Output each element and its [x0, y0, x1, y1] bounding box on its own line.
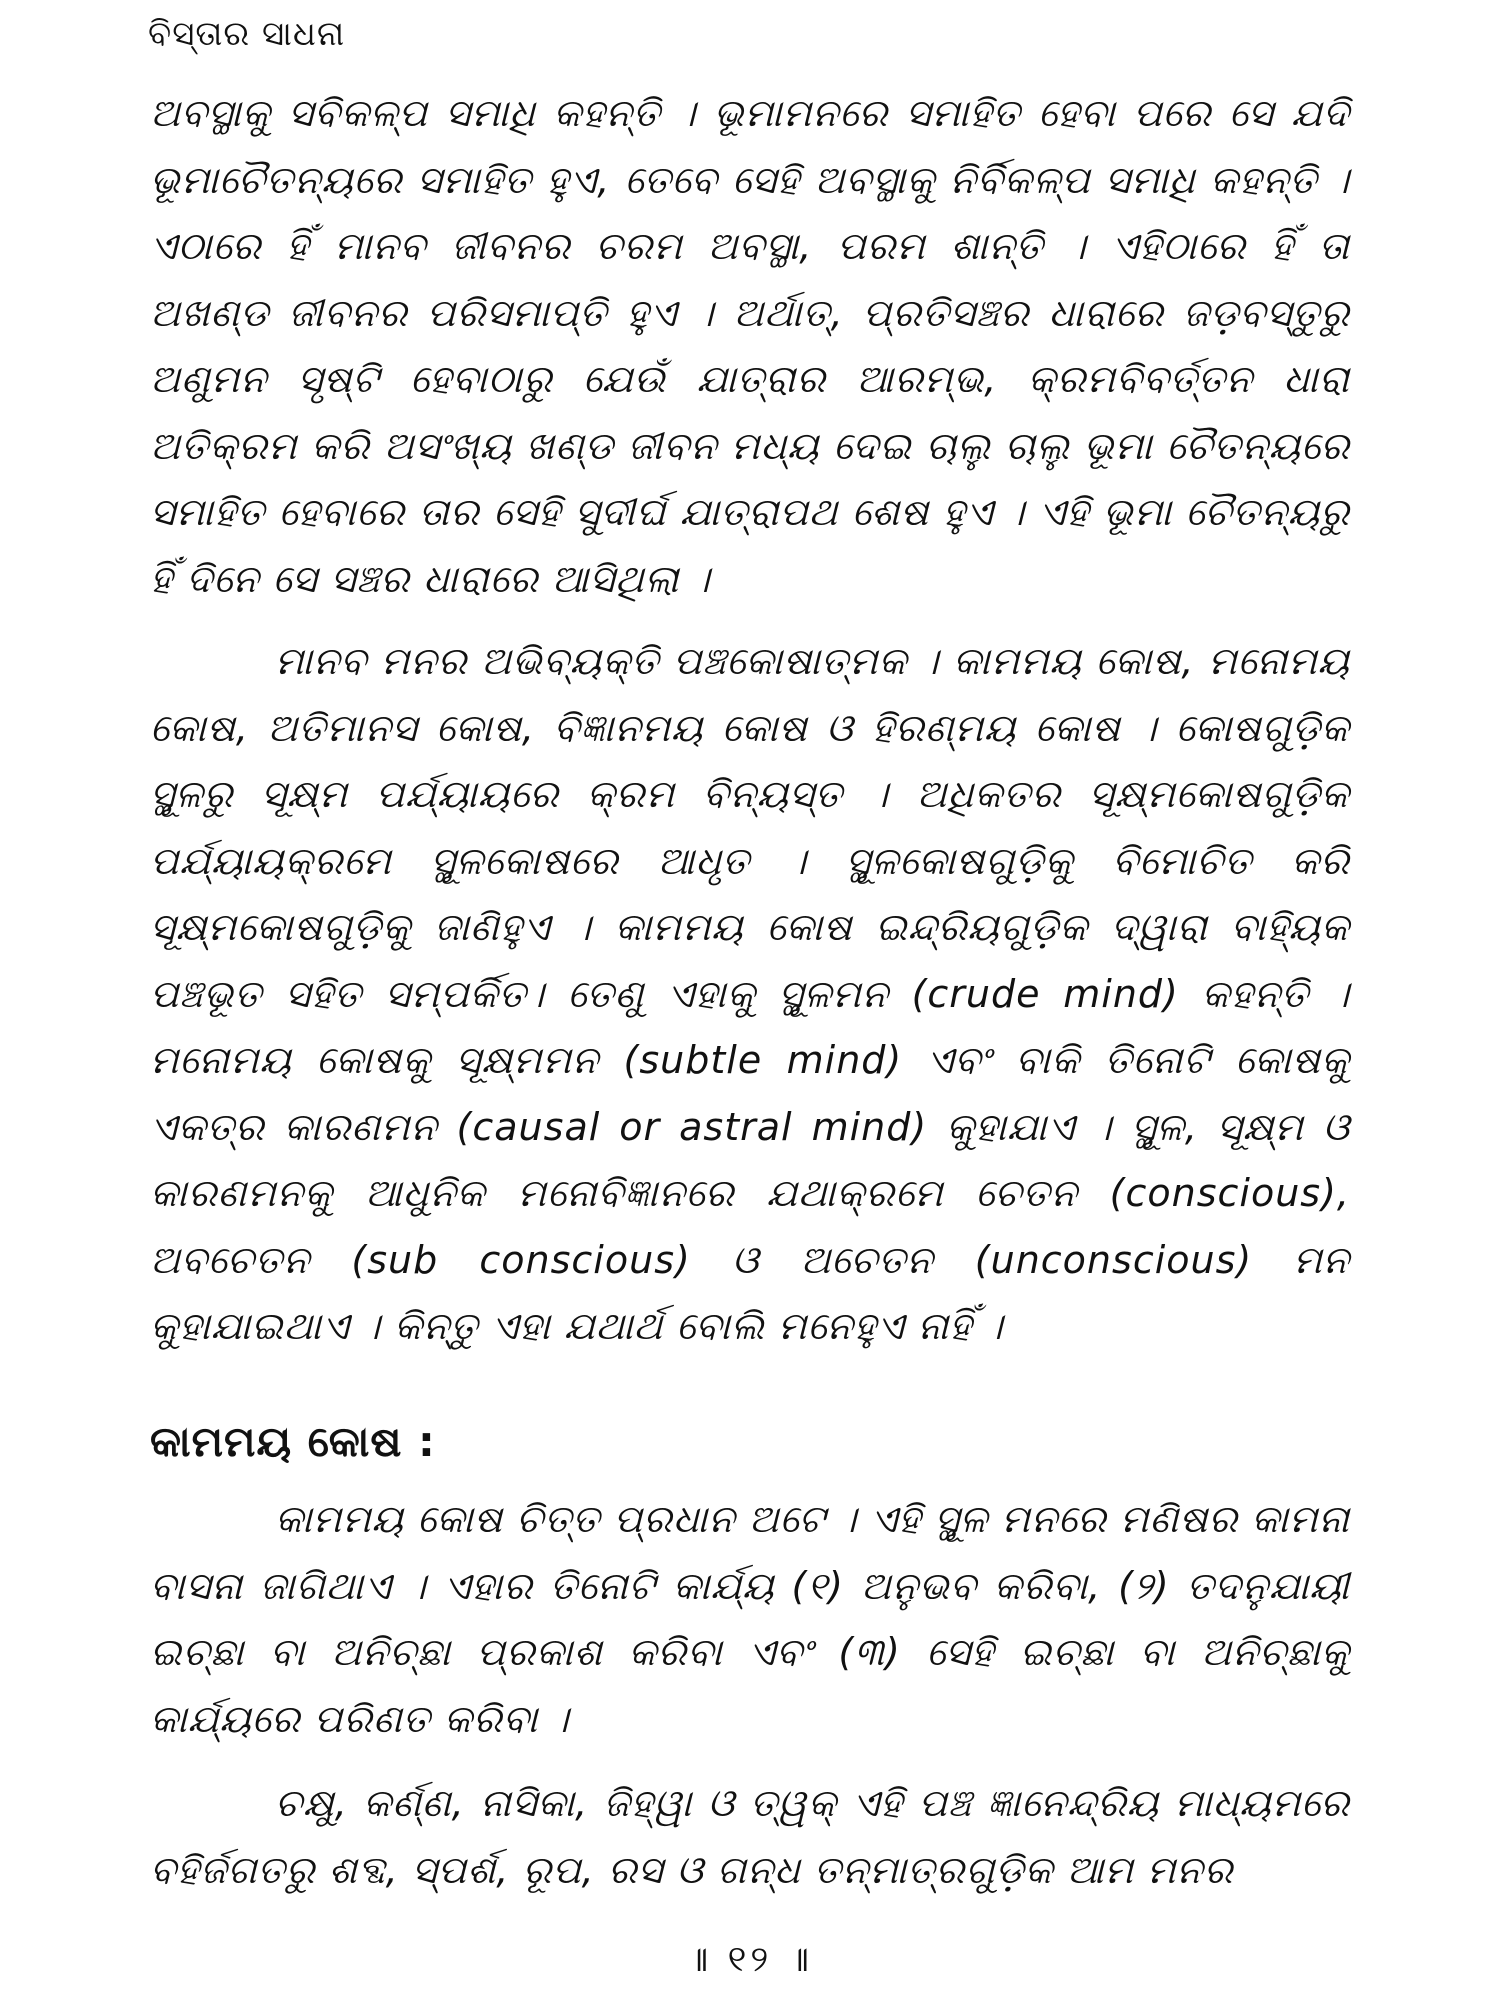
page-number: ॥ ୧୨ ॥: [686, 1939, 814, 1980]
section-heading-kamamaya-kosha: କାମମୟ କୋଷ :: [150, 1417, 436, 1466]
paragraph-pancha-kosha: ମାନବ ମନର ଅଭିବ୍ୟକ୍ତି ପଞ୍ଚକୋଷାତ୍ମକ । କାମମୟ କୋଷ, ମନୋମୟ କୋଷ, ଅତିମାନସ କୋଷ, ବିଜ୍ଞାନମୟ କୋଷ ଓ ହିରଣ୍ମୟ କୋଷ । କୋଷଗୁଡ଼ିକ ସ୍ଥୂଳରୁ ସୂକ୍ଷ୍ମ ପର୍ଯ୍ୟାୟରେ କ୍ରମ ବିନ୍ୟସ୍ତ । ଅଧିକତର ସୂକ୍ଷ୍ମକୋଷଗୁଡ଼ିକ ପର୍ଯ୍ୟାୟକ୍ରମେ ସ୍ଥୂଳକୋଷରେ ଆଧୃତ । ସ୍ଥୂଳକୋଷଗୁଡ଼ିକୁ ବିମୋଚିତ କରି ସୂକ୍ଷ୍ମକୋଷଗୁଡ଼ିକୁ ଜାଣିହୁଏ । କାମମୟ କୋଷ ଇନ୍ଦ୍ରିୟଗୁଡ଼ିକ ଦ୍ୱାରା ବାହ୍ୟିକ ପଞ୍ଚଭୂତ ସହିତ ସମ୍ପର୍କିତ। ତେଣୁ ଏହାକୁ ସ୍ଥୂଳମନ (crude mind) କହନ୍ତି । ମନୋମୟ କୋଷକୁ ସୂକ୍ଷ୍ମମନ (subtle mind) ଏବଂ ବାକି ତିନୋଟି କୋଷକୁ ଏକତ୍ର କାରଣମନ (causal or astral mind) କୁହାଯାଏ । ସ୍ଥୂଳ, ସୂକ୍ଷ୍ମ ଓ କାରଣମନକୁ ଆଧୁନିକ ମନୋବିଜ୍ଞାନରେ ଯଥାକ୍ରମେ ଚେତନ (conscious), ଅବଚେତନ (sub conscious) ଓ ଅଚେତନ (unconscious) ମନ କୁହାଯାଇଥାଏ । କିନ୍ତୁ ଏହା ଯଥାର୍ଥ ବୋଲି ମନେହୁଏ ନାହିଁ ।: [150, 639, 1350, 1348]
paragraph-kamamaya-kosha: କାମମୟ କୋଷ ଚିତ୍ତ ପ୍ରଧାନ ଅଟେ । ଏହି ସ୍ଥୂଳ ମନରେ ମଣିଷର କାମନା ବାସନା ଜାଗିଥାଏ । ଏହାର ତିନୋଟି କାର୍ଯ୍ୟ (୧) ଅନୁଭବ କରିବା, (୨) ତଦନୁଯାୟୀ ଇଚ୍ଛା ବା ଅନିଚ୍ଛା ପ୍ରକାଶ କରିବା ଏବଂ (୩) ସେହି ଇଚ୍ଛା ବା ଅନିଚ୍ଛାକୁ କାର୍ଯ୍ୟରେ ପରିଣତ କରିବା ।: [150, 1497, 1350, 1741]
paragraph-samadhi: ଅବସ୍ଥାକୁ ସବିକଳ୍ପ ସମାଧି କହନ୍ତି । ଭୂମାମନରେ ସମାହିତ ହେବା ପରେ ସେ ଯଦି ଭୂମାଚୈତନ୍ୟରେ ସମାହିତ ହୁଏ, ତେବେ ସେହି ଅବସ୍ଥାକୁ ନିର୍ବିକଳ୍ପ ସମାଧି କହନ୍ତି । ଏଠାରେ ହିଁ ମାନବ ଜୀବନର ଚରମ ଅବସ୍ଥା, ପରମ ଶାନ୍ତି । ଏହିଠାରେ ହିଁ ତା ଅଖଣ୍ଡ ଜୀବନର ପରିସମାପ୍ତି ହୁଏ । ଅର୍ଥାତ୍, ପ୍ରତିସଞ୍ଚର ଧାରାରେ ଜଡ଼ବସ୍ତୁରୁ ଅଣୁମନ ସୃଷ୍ଟି ହେବାଠାରୁ ଯେଉଁ ଯାତ୍ରାର ଆରମ୍ଭ, କ୍ରମବିବର୍ତ୍ତନ ଧାରା ଅତିକ୍ରମ କରି ଅସଂଖ୍ୟ ଖଣ୍ଡ ଜୀବନ ମଧ୍ୟ ଦେଇ ଚାଲୁ ଚାଲୁ ଭୂମା ଚୈତନ୍ୟରେ ସମାହିତ ହେବାରେ ତାର ସେହି ସୁଦୀର୍ଘ ଯାତ୍ରାପଥ ଶେଷ ହୁଏ । ଏହି ଭୂମା ଚୈତନ୍ୟରୁ ହିଁ ଦିନେ ସେ ସଞ୍ଚର ଧାରାରେ ଆସିଥିଲା ।: [150, 91, 1350, 601]
running-header-title: ବିସ୍ତାର ସାଧନା: [148, 14, 346, 54]
paragraph-jnanendriya: ଚକ୍ଷୁ, କର୍ଣ୍ଣ, ନାସିକା, ଜିହ୍ୱା ଓ ତ୍ୱକ୍ ଏହି ପଞ୍ଚ ଜ୍ଞାନେନ୍ଦ୍ରିୟ ମାଧ୍ୟମରେ ବହିର୍ଜଗତରୁ ଶବ୍ଦ, ସ୍ପର୍ଶ, ରୂପ, ରସ ଓ ଗନ୍ଧ ତନ୍ମାତ୍ରଗୁଡ଼ିକ ଆମ ମନର: [150, 1781, 1350, 1892]
